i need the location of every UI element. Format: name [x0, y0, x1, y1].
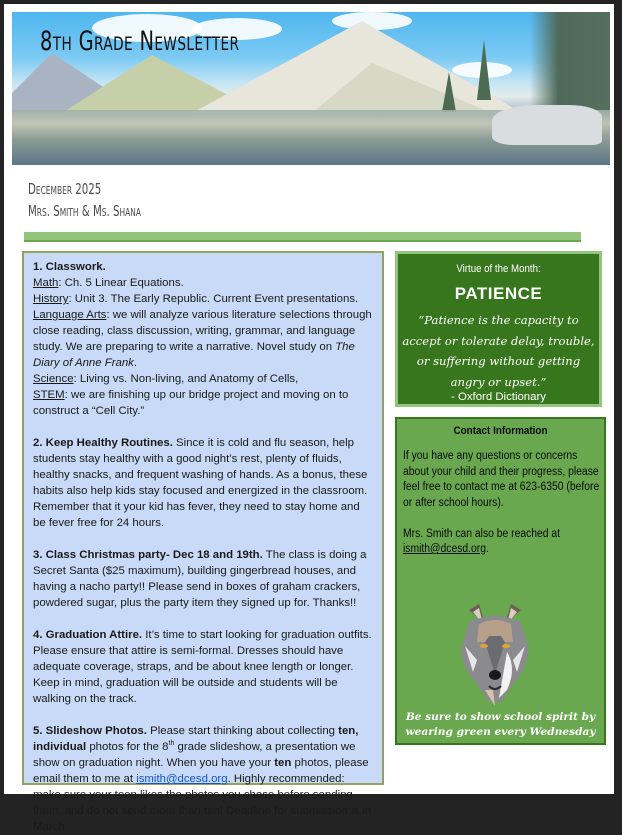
- subject-label-science: Science: [33, 373, 74, 385]
- contact-email-lead: Mrs. Smith can also be reached at: [403, 527, 561, 540]
- section-text: grade slideshow, a presentation we show on graduation night. When you have your: [33, 741, 356, 769]
- section-classwork: [33, 259, 374, 419]
- subject-text: .: [133, 357, 138, 369]
- issue-date: December 2025: [28, 180, 102, 198]
- contact-information-box: [395, 417, 606, 745]
- section-heading: 4. Graduation Attire.: [33, 629, 143, 641]
- tree-shape: [477, 40, 491, 100]
- virtue-label: Virtue of the Month:: [456, 263, 541, 275]
- section-text: The class is doing a Secret Santa ($25 maximum), building gingerbread houses, and having a nacho party!! Please send in boxes of graham crackers, powdered sugar, plus the party item they signed up for. Thanks!!: [33, 549, 367, 609]
- section-text: Please start thinking about collecting: [146, 725, 339, 737]
- subject-text: : Unit 3. The Early Republic. Current Event presentations.: [68, 293, 359, 305]
- spirit-line-2: wearing green every Wednesday: [405, 726, 596, 738]
- contact-text: [403, 449, 601, 573]
- section-text: . Highly recommended: make sure your teen likes the photos you chose before sending them, and do not send more than ten! Deadline for submission is in March.: [33, 773, 372, 833]
- newsletter-main-content: [22, 251, 384, 833]
- school-spirit-message: [397, 710, 604, 740]
- emphasis-text: ten: [274, 757, 292, 769]
- section-graduation-attire: [33, 627, 374, 707]
- spirit-line-1: Be sure to show school spirit by: [405, 711, 596, 723]
- rocks-shape: [492, 105, 602, 145]
- section-text: photos, please email them to me at: [33, 757, 369, 785]
- mountain-shape: [312, 63, 492, 113]
- subject-label-math: Math: [33, 277, 59, 289]
- virtue-quote: “Patience is the capacity to accept or tolerate delay, trouble, or suffering without getting angry or upset.”: [402, 313, 595, 389]
- newsletter-page: [4, 4, 614, 833]
- subject-text: : Ch. 5 Linear Equations.: [58, 277, 184, 289]
- wolf-head-icon: [455, 602, 535, 707]
- section-text: photos for the 8: [86, 741, 169, 753]
- tree-shape: [442, 72, 456, 112]
- punctuation: .: [485, 543, 489, 555]
- newsletter-title: 8th Grade Newsletter: [40, 26, 240, 57]
- section-heading: 3. Class Christmas party- Dec 18 and 19th.: [33, 549, 263, 561]
- section-heading: 1. Classwork.: [33, 261, 106, 273]
- contact-email-link[interactable]: ismith@dcesd.org: [403, 543, 486, 555]
- green-divider-bar: [24, 232, 581, 242]
- contact-title: Contact Information: [453, 425, 548, 437]
- section-heading: 5. Slideshow Photos.: [33, 725, 147, 737]
- email-link[interactable]: ismith@dcesd.org: [136, 773, 228, 785]
- section-slideshow-photos: [33, 723, 374, 835]
- subject-label-history: History: [33, 293, 69, 305]
- virtue-of-the-month-box: [395, 251, 602, 407]
- quote-source: - Oxford Dictionary: [451, 391, 546, 403]
- contact-email-text: [403, 527, 601, 558]
- subject-text: : we are finishing up our bridge project and moving on to construct a “Cell City.”: [33, 389, 349, 417]
- novel-title: The Diary of Anne Frank: [33, 341, 355, 369]
- section-christmas-party: [33, 547, 374, 611]
- subject-label-stem: STEM: [33, 389, 65, 401]
- section-text: It’s time to start looking for graduation outfits. Please ensure that attire is semi-formal. Dresses should have adequate coverage, straps, and be about knee length or longer. Keep in mind, graduation will be outside and students will be walking on the track.: [33, 629, 372, 705]
- ordinal-suffix: th: [168, 740, 175, 748]
- emphasis-text: ten, individual: [33, 725, 359, 753]
- section-healthy-routines: [33, 435, 374, 531]
- subject-label-language-arts: Language Arts: [33, 309, 107, 321]
- contact-phone-text: If you have any questions or concerns about your child and their progress, please feel free to contact me at 623-6350 (before or after school hours).: [403, 450, 600, 509]
- virtue-word: PATIENCE: [454, 284, 543, 303]
- header-banner-image: [12, 12, 610, 165]
- subject-text: : Living vs. Non-living, and Anatomy of Cells,: [73, 373, 299, 385]
- section-heading: 2. Keep Healthy Routines.: [33, 437, 173, 449]
- subject-text: : we will analyze various literature selections through close reading, class discussion, writing, grammar, and language study. We are preparing to write a narrative. Novel study on: [33, 309, 372, 353]
- teacher-names: Mrs. Smith & Ms. Shana: [28, 202, 141, 220]
- section-text: Since it is cold and flu season, help students stay healthy with a good night’s rest, plenty of fluids, healthy snacks, and frequent washing of hands. As a bonus, these habits also help kids stay focused and energized in the classroom. Remember that it your kid has fever, they need to stay home and be fever free for 24 hours.: [33, 437, 368, 529]
